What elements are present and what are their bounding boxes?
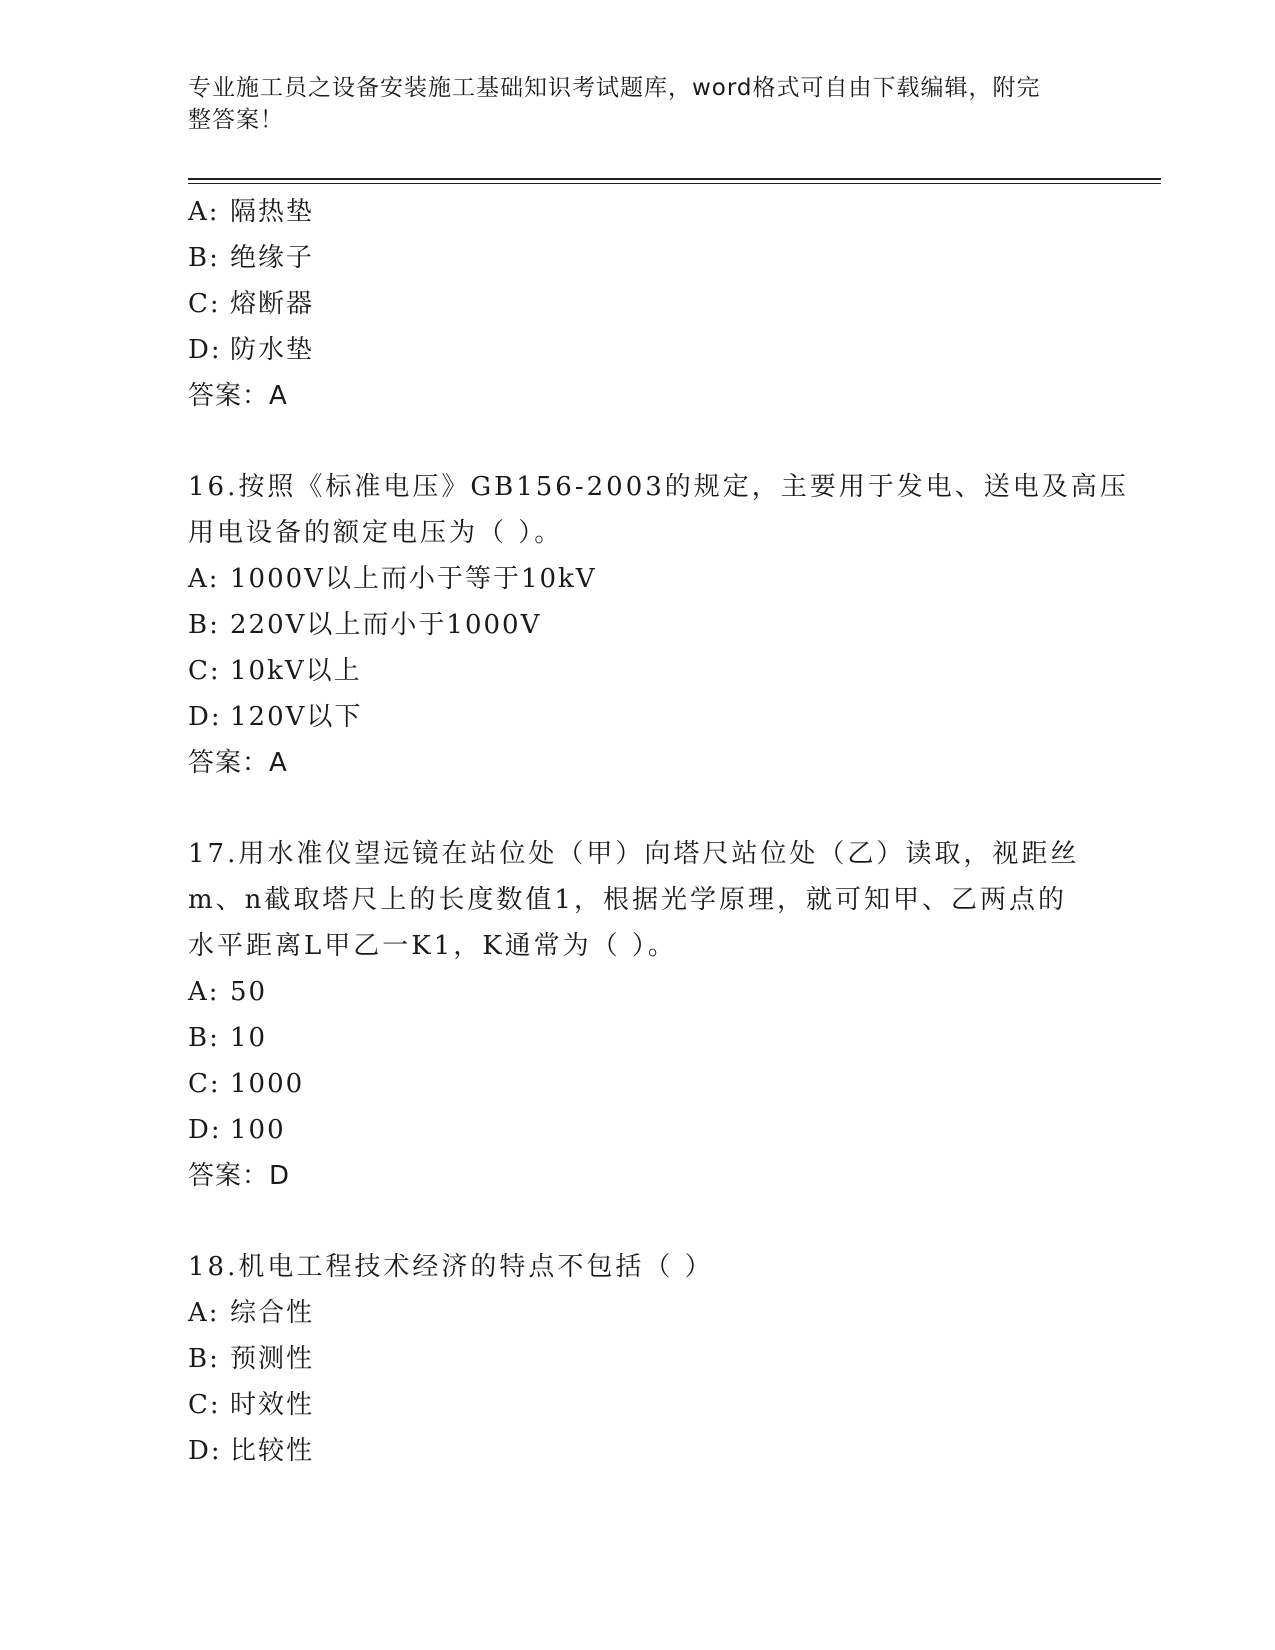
question-stem-line: 水平距离L甲乙一K1，K通常为（ ）。: [188, 931, 677, 961]
option-a: A: 1000V以上而小于等于10kV: [188, 564, 597, 594]
question-list: [188, 189, 1129, 1474]
option-b: B: 绝缘子: [188, 243, 315, 273]
option-b: B: 220V以上而小于1000V: [188, 610, 542, 640]
answer-line: 答案：A: [188, 381, 288, 411]
header-line-2: 整答案！: [188, 107, 284, 133]
question-stem-line: m、n截取塔尺上的长度数值1，根据光学原理，就可知甲、乙两点的: [188, 885, 1067, 915]
option-d: D: 比较性: [188, 1436, 315, 1466]
option-a: A: 50: [188, 977, 268, 1007]
option-c: C: 时效性: [188, 1390, 315, 1420]
question-16: [188, 464, 1129, 786]
answer-line: 答案：A: [188, 748, 288, 778]
option-a: A: 综合性: [188, 1298, 315, 1328]
question-18: [188, 1244, 1088, 1474]
question-15: [188, 189, 1088, 419]
question-stem-line: 用电设备的额定电压为（ ）。: [188, 518, 564, 548]
header-divider-thin: [188, 183, 1161, 184]
question-17: [188, 831, 1088, 1199]
option-b: B: 10: [188, 1023, 268, 1053]
document-header: [188, 72, 1068, 136]
question-stem-line: 17.用水准仪望远镜在站位处（甲）向塔尺站位处（乙）读取，视距丝: [188, 839, 1080, 869]
option-d: D: 防水垫: [188, 335, 315, 365]
option-b: B: 预测性: [188, 1344, 315, 1374]
header-line-1: 专业施工员之设备安装施工基础知识考试题库，word格式可自由下载编辑，附完: [188, 75, 1041, 101]
option-a: A: 隔热垫: [188, 197, 315, 227]
option-d: D: 100: [188, 1115, 286, 1145]
question-stem-line: 16.按照《标准电压》GB156-2003的规定，主要用于发电、送电及高压: [188, 472, 1129, 502]
option-d: D: 120V以下: [188, 702, 363, 732]
header-divider-thick: [188, 178, 1161, 180]
answer-line: 答案：D: [188, 1161, 291, 1191]
option-c: C: 熔断器: [188, 289, 315, 319]
option-c: C: 1000: [188, 1069, 305, 1099]
option-c: C: 10kV以上: [188, 656, 362, 686]
question-stem-line: 18.机电工程技术经济的特点不包括（ ）: [188, 1252, 714, 1282]
